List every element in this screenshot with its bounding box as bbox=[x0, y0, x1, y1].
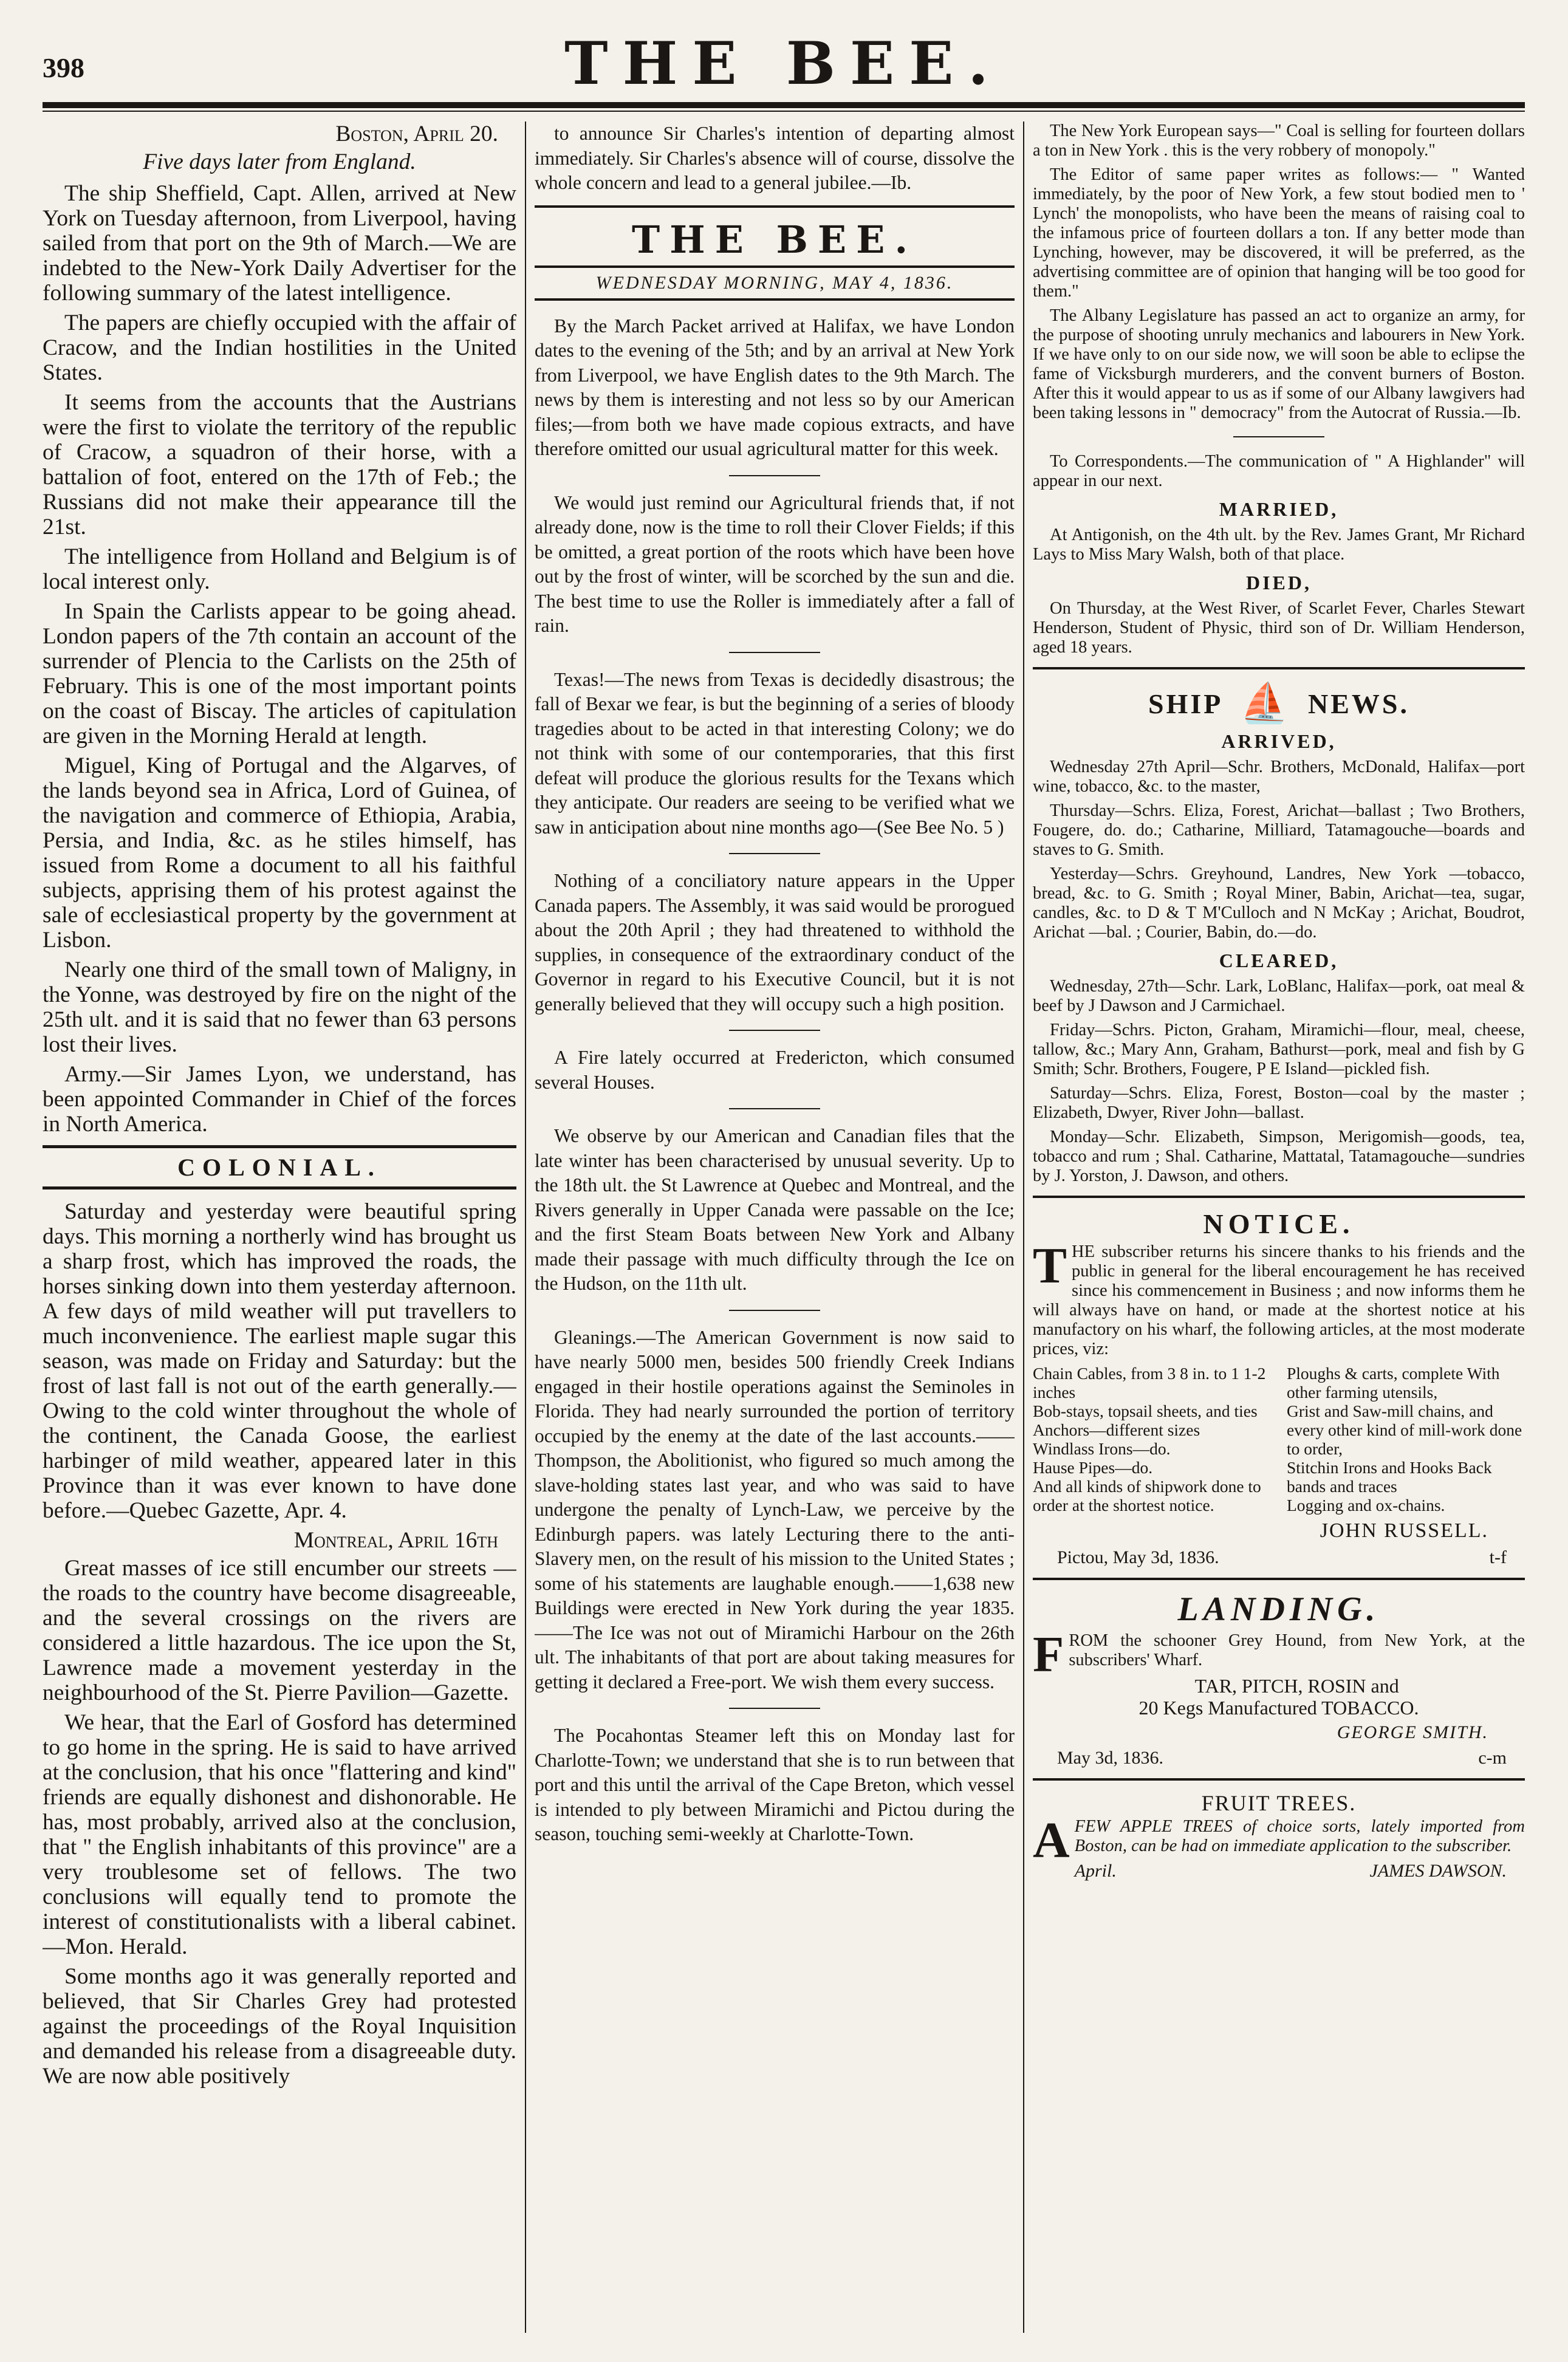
rule bbox=[1033, 667, 1525, 669]
married-text: At Antigonish, on the 4th ult. by the Rev. James Grant, Mr Richard Lays to Miss Mary Walsh, both of that place. bbox=[1033, 525, 1525, 564]
editorial-paragraph: Nothing of a conciliatory nature appears in the Upper Canada papers. The Assembly, it was said would be prorogued about the 20th April ; they had threatened to withhold the supplies, in consequence of the extraordinary conduct of the Governor in regard to his Executive Council, but it is not generally believed that they will occupy such a high position. bbox=[535, 870, 1015, 1015]
column-3 bbox=[1033, 122, 1525, 2339]
montreal-dateline: Montreal, April 16th bbox=[293, 1528, 498, 1553]
notice-item: Anchors—different sizes bbox=[1033, 1420, 1200, 1439]
married-heading: MARRIED, bbox=[1219, 498, 1339, 520]
continuation-paragraph: to announce Sir Charles's intention of departing almost immediately. Sir Charles's absence will of course, dissolve the whole concern and lead to a general jubilee.—Ib. bbox=[535, 123, 1015, 193]
boston-paragraph: Nearly one third of the small town of Maligny, in the Yonne, was destroyed by fire on the night of the 25th ult. and it is said that no fewer than 63 persons lost their lives. bbox=[43, 957, 516, 1057]
notice-item: Ploughs & carts, complete With other farming utensils, bbox=[1287, 1364, 1500, 1402]
cleared-entry: Saturday—Schrs. Eliza, Forest, Boston—coal by the master ; Elizabeth, Dwyer, River John—ballast. bbox=[1033, 1084, 1525, 1122]
separator bbox=[729, 1108, 820, 1109]
correspondents-notice: To Correspondents.—The communication of " A Highlander" will appear in our next. bbox=[1033, 452, 1525, 490]
landing-date-row bbox=[1057, 1748, 1507, 1768]
landing-code: c-m bbox=[1478, 1748, 1507, 1768]
fruit-month: April. bbox=[1074, 1861, 1117, 1881]
notice-body: HE subscriber returns his sincere thanks to his friends and the public in general for the liberal encouragement he has received since his commencement in Business ; and now informs them he will always have on hand, or made at the shortest notice at his manufactory on his wharf, the following articles, at the most moderate prices, viz: bbox=[1033, 1242, 1525, 1358]
fruit-sign-row bbox=[1075, 1861, 1507, 1881]
rule bbox=[1033, 1578, 1525, 1580]
fruit-body: FEW APPLE TREES of choice sorts, lately imported from Boston, can be had on immediate application to the subscriber. bbox=[1074, 1817, 1525, 1855]
column-1 bbox=[43, 122, 516, 2339]
landing-heading: LANDING. bbox=[1177, 1590, 1380, 1628]
arrived-entry: Wednesday 27th April—Schr. Brothers, McDonald, Halifax—port wine, tobacco, &c. to the master, bbox=[1033, 758, 1525, 796]
notice-item: Stitchin Irons and Hooks Back bands and traces bbox=[1287, 1458, 1492, 1496]
editorial-paragraph: By the March Packet arrived at Halifax, we have London dates to the evening of the 5th; and by an arrival at New York from Liverpool, we have English dates to the 9th March. The news by them is interesting and not less so by our American files;—from both we have made copious extracts, and have therefore omitted our usual agricultural matter for this week. bbox=[535, 315, 1015, 459]
separator bbox=[729, 1708, 820, 1709]
notice-place-date: Pictou, May 3d, 1836. bbox=[1057, 1547, 1219, 1567]
notice-items bbox=[1033, 1364, 1525, 1515]
notice-date-row bbox=[1057, 1547, 1507, 1568]
masthead-rule-thin bbox=[43, 111, 1525, 112]
editorial-date: WEDNESDAY MORNING, MAY 4, 1836. bbox=[535, 265, 1015, 301]
boston-subhead: Five days later from England. bbox=[143, 149, 416, 174]
masthead bbox=[43, 18, 1525, 109]
column-2 bbox=[535, 122, 1015, 2339]
editorial-paragraph: Gleanings.—The American Government is now said to have nearly 5000 men, besides 500 friendly Creek Indians engaged in their hostile operations against the Seminoles in Florida. They had nearly surrounded the portion of territory occupied by the enemy at the date of the last accounts.——Thompson, the Abolitionist, who figured so much among the slave-holding states last year, and who was said to have undergone the penalty of Lynch-Law, we perceive by the Edinburgh papers. was lately Lecturing there to the anti-Slavery men, on the result of his mission to the United States ; some of his statements are laughable enough.——1,638 new Buildings were erected in New York during the year 1835.——The Ice was not out of Miramichi Harbour on the 26th ult. The inhabitants of that port are about taking measures for getting it declared a Free-port. We wish them every success. bbox=[535, 1326, 1015, 1693]
fruit-trees-heading: FRUIT TREES. bbox=[1201, 1791, 1357, 1815]
notice-item: Hause Pipes—do. bbox=[1033, 1458, 1153, 1477]
fruit-text bbox=[1033, 1812, 1525, 1869]
boston-paragraph: The papers are chiefly occupied with the affair of Cracow, and the Indian hostilities in the United States. bbox=[43, 310, 516, 385]
rule bbox=[535, 205, 1015, 208]
notice-item: Bob-stays, topsail sheets, and ties bbox=[1033, 1402, 1258, 1420]
news-paragraph: The Albany Legislature has passed an act to organize an army, for the purpose of shooting unruly mechanics and labourers in New York. If we have only to on our side now, we will soon be able to eclipse the fame of Vicksburgh murderers, and the convent burners of Boston. After this it would appear to us as if some of our Albany lawgivers had been taking lessons in " democracy" from the Autocrat of Russia.—Ib. bbox=[1033, 306, 1525, 422]
rule bbox=[1033, 1778, 1525, 1781]
separator bbox=[729, 475, 820, 476]
landing-signature: GEORGE SMITH. bbox=[1337, 1722, 1488, 1742]
news-paragraph: The Editor of same paper writes as follows:— " Wanted immediately, by the poor of New York, a few stout bodied men to ' Lynch' the monopolists, who have been the means of raising coal to the infamous price of fourteen dollars a ton. If any better mode than Lynching, however, may be discovered, it will be preferred, as the advertising committee are of opinion that hanging will be too good for them." bbox=[1033, 165, 1525, 301]
editorial-paragraph: We would just remind our Agricultural friends that, if not already done, now is the time to roll their Clover Fields; if this be omitted, a great portion of the roots which have been hove out by the frost of winter, will be scorched by the sun and die. The best time to use the Roller is immediately after a fall of rain. bbox=[535, 491, 1015, 636]
separator bbox=[729, 652, 820, 653]
ship-news-right: NEWS. bbox=[1308, 688, 1410, 719]
landing-text bbox=[1033, 1626, 1525, 1683]
ship-icon: ⛵ bbox=[1240, 682, 1292, 725]
notice-item: Logging and ox-chains. bbox=[1287, 1496, 1445, 1515]
column-divider-2 bbox=[1023, 122, 1024, 2333]
notice-signature: JOHN RUSSELL. bbox=[1320, 1519, 1488, 1542]
notice-text bbox=[1033, 1237, 1525, 1359]
boston-paragraph: It seems from the accounts that the Austrians were the first to violate the territory of the republic of Cracow, a squadron of their horse, with a battalion of foot, entered on the 17th of Feb.; the Russians did not make their appearance till the 21st. bbox=[43, 390, 516, 539]
page-number: 398 bbox=[43, 52, 84, 83]
notice-item: And all kinds of shipwork done to order at the shortest notice. bbox=[1033, 1477, 1261, 1515]
separator bbox=[729, 1030, 820, 1031]
died-text: On Thursday, at the West River, of Scarlet Fever, Charles Stewart Henderson, Student of Physic, third son of Dr. William Henderson, aged 18 years. bbox=[1033, 599, 1525, 657]
notice-item: Chain Cables, from 3 8 in. to 1 1-2 inches bbox=[1033, 1364, 1266, 1402]
editorial-paragraph: We observe by our American and Canadian files that the late winter has been characterised by unusual severity. Up to the 18th ult. the St Lawrence at Quebec and Montreal, and the Rivers generally in Upper Canada were passable on the Ice; and the first Steam Boats between New York and Albany made their passage with much difficulty through the Ice on the Hudson, on the 11th ult. bbox=[535, 1125, 1015, 1294]
separator bbox=[729, 1310, 820, 1311]
paper-title: THE BEE. bbox=[564, 29, 1003, 98]
masthead-rule-thick bbox=[43, 102, 1525, 108]
editorial-paragraph: Texas!—The news from Texas is decidedly disastrous; the fall of Bexar we fear, is but the beginning of a series of bloody tragedies about to be acted in that interesting Colony; we do not think with some of our contemporaries, that this first defeat will produce the glorious results for the Texans which they anticipate. Our readers are seeing to be verified what we saw in anticipation about nine months ago—(See Bee No. 5 ) bbox=[535, 668, 1015, 838]
landing-goods: TAR, PITCH, ROSIN and bbox=[1194, 1675, 1399, 1697]
notice-dropcap: T bbox=[1033, 1237, 1067, 1294]
boston-paragraph: In Spain the Carlists appear to be going ahead. London papers of the 7th contain an account of the surrender of Plencia to the Carlists on the 25th of February. This is one of the most important points on the coast of Biscay. The articles of capitulation are given in the Morning Herald at length. bbox=[43, 599, 516, 748]
cleared-entry: Monday—Schr. Elizabeth, Simpson, Merigomish—goods, tea, tobacco and rum ; Shal. Catharine, Mattatal, Tatamagouche—sundries by J. Yorston, J. Dawson, and others. bbox=[1033, 1128, 1525, 1185]
ship-news-left: SHIP bbox=[1148, 688, 1224, 719]
montreal-paragraph: Some months ago it was generally reported and believed, that Sir Charles Grey had protested against the proceedings of the Royal Inquisition and demanded his release from a disagreeable duty. We are now able positively bbox=[43, 1964, 516, 2089]
montreal-paragraph: We hear, that the Earl of Gosford has determined to go home in the spring. He is said to have arrived at the conclusion, that his once "flattering and kind" friends are equally dishonest and dishonorable. He has, most probably, arrived also at the conclusion, that " the English inhabitants of this province" are a very troublesome set of fellows. The two conclusions will equally tend to promote the interest of constitutionalists with a liberal cabinet.—Mon. Herald. bbox=[43, 1710, 516, 1959]
fruit-signature: JAMES DAWSON. bbox=[1369, 1861, 1507, 1881]
boston-dateline: Boston, April 20. bbox=[335, 122, 498, 146]
boston-paragraph: The intelligence from Holland and Belgium is of local interest only. bbox=[43, 544, 516, 594]
arrived-entry: Yesterday—Schrs. Greyhound, Landres, New York —tobacco, bread, &c. to G. Smith ; Royal Miner, Babin, Arichat—tea, sugar, candles, &c. to D & T M'Culloch and N McKay ; Arichat, Boudrot, Arichat —bal. ; Courier, Babin, do.—do. bbox=[1033, 864, 1525, 942]
colonial-heading: COLONIAL. bbox=[43, 1145, 516, 1190]
ship-news-heading bbox=[1033, 684, 1525, 723]
cleared-entry: Friday—Schrs. Picton, Graham, Miramichi—flour, meal, cheese, tallow, &c.; Mary Ann, Graham, Bathurst—pork, meal and fish by G Smith; Schr. Brothers, Fougere, P E Island—pickled fish. bbox=[1033, 1021, 1525, 1078]
editorial-title: THE BEE. bbox=[631, 217, 918, 262]
died-heading: DIED, bbox=[1245, 572, 1312, 594]
rule bbox=[1033, 1196, 1525, 1198]
column-divider-1 bbox=[525, 122, 526, 2333]
cleared-entry: Wednesday, 27th—Schr. Lark, LoBlanc, Halifax—pork, oat meal & beef by J Dawson and J Carmichael. bbox=[1033, 977, 1525, 1015]
arrived-entry: Thursday—Schrs. Eliza, Forest, Arichat—ballast ; Two Brothers, Fougere, do. do.; Catharine, Milliard, Tatamagouche—boards and staves to G. Smith. bbox=[1033, 801, 1525, 859]
landing-goods: 20 Kegs Manufactured TOBACCO. bbox=[1138, 1697, 1419, 1719]
cleared-heading: CLEARED, bbox=[1219, 950, 1339, 971]
news-paragraph: The New York European says—" Coal is selling for fourteen dollars a ton in New York . this is the very robbery of monopoly." bbox=[1033, 122, 1525, 160]
montreal-paragraph: Great masses of ice still encumber our streets —the roads to the country have become disagreeable, and the several crossings on the rivers are considered a little hazardous. The ice upon the St, Lawrence made a movement yesterday in the neighbourhood of the St. Pierre Pavilion—Gazette. bbox=[43, 1556, 516, 1705]
notice-items-left bbox=[1033, 1364, 1271, 1515]
fruit-dropcap: A bbox=[1033, 1812, 1070, 1869]
notice-heading: NOTICE. bbox=[1203, 1208, 1355, 1239]
landing-date: May 3d, 1836. bbox=[1057, 1748, 1163, 1768]
separator bbox=[729, 853, 820, 854]
editorial-paragraph: The Pocahontas Steamer left this on Monday last for Charlotte-Town; we understand that she is to run between that port and this until the arrival of the Cape Breton, which vessel is intended to ply between Miramichi and Pictou during the season, touching semi-weekly at Charlotte-Town. bbox=[535, 1725, 1015, 1844]
boston-paragraph: Miguel, King of Portugal and the Algarves, of the lands beyond sea in Africa, Lord of Guinea, of the navigation and commerce of Ethiopia, Arabia, Persia, and India, &c. as he stiles himself, has issued from Rome a document to all his faithful subjects, apprising them of his protest against the sale of ecclesiastical property by the government at Lisbon. bbox=[43, 753, 516, 953]
notice-item: Grist and Saw-mill chains, and every other kind of mill-work done to order, bbox=[1287, 1402, 1522, 1458]
notice-item: Windlass Irons—do. bbox=[1033, 1439, 1171, 1458]
arrived-heading: ARRIVED, bbox=[1221, 730, 1337, 752]
colonial-paragraph: Saturday and yesterday were beautiful spring days. This morning a northerly wind has brought us a sharp frost, which has improved the roads, the horses sinking down into them yesterday afternoon. A few days of mild weather will put travellers to much inconvenience. The earliest maple sugar this season, was made on Friday and Saturday: but the frost of last fall is not out of the earth generally.—Owing to the cold winter throughout the whole of the continent, the Canada Goose, the earliest harbinger of mild weather, appeared later in this Province than it was ever known to have done before.—Quebec Gazette, Apr. 4. bbox=[43, 1199, 516, 1523]
boston-paragraph: Army.—Sir James Lyon, we understand, has been appointed Commander in Chief of the forces in North America. bbox=[43, 1062, 516, 1137]
landing-dropcap: F bbox=[1033, 1626, 1064, 1683]
editorial-paragraph: A Fire lately occurred at Fredericton, which consumed several Houses. bbox=[535, 1047, 1015, 1093]
landing-line: ROM the schooner Grey Hound, from New York, at the subscribers' Wharf. bbox=[1069, 1631, 1525, 1669]
separator bbox=[1233, 436, 1324, 437]
boston-paragraph: The ship Sheffield, Capt. Allen, arrived at New York on Tuesday afternoon, from Liverpool, having sailed from that port on the 9th of March.—We are indebted to the New-York Daily Advertiser for the following summary of the latest intelligence. bbox=[43, 181, 516, 306]
notice-code: t-f bbox=[1489, 1547, 1507, 1567]
notice-items-right bbox=[1287, 1364, 1525, 1515]
